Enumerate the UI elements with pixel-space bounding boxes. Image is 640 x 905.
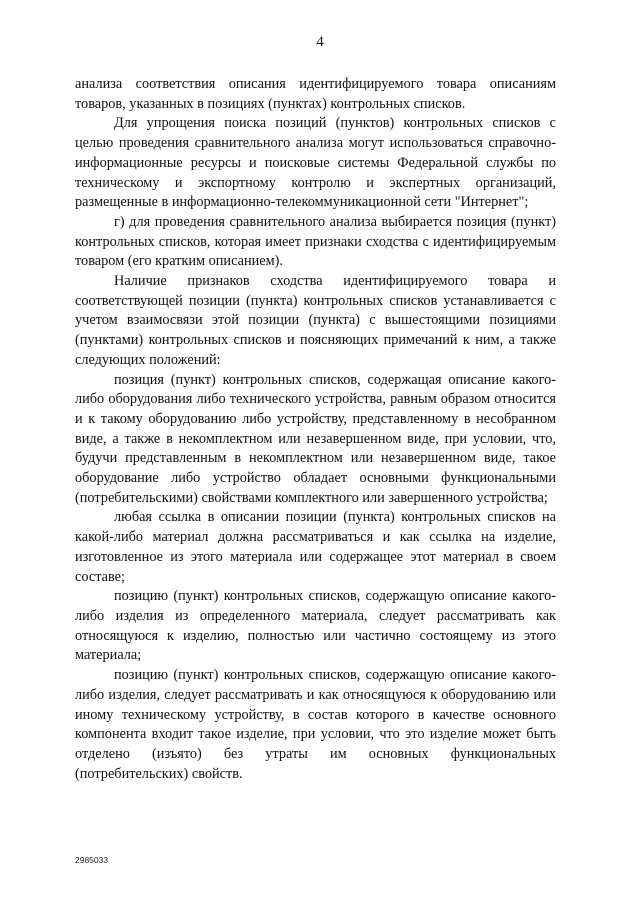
- paragraph-material-product: позицию (пункт) контрольных списков, содержащую описание какого-либо изделия из определенного материала, следует рассматривать как относящуюся к изделию, полностью или частично состоящему из этого материала;: [75, 588, 556, 664]
- paragraph-continuation: анализа соответствия описания идентифицируемого товара описаниям товаров, указанных в позициях (пунктах) контрольных списков.: [75, 76, 556, 112]
- paragraph-item-g: г) для проведения сравнительного анализа выбирается позиция (пункт) контрольных списков, которая имеет признаки сходства с идентифицируемым товаром (его кратким описанием).: [75, 213, 556, 270]
- paragraph-component-product: позицию (пункт) контрольных списков, содержащую описание какого-либо изделия, следует рассматривать и как относящуюся к оборудованию или иному техническому устройству, в состав которого в качестве основного компонента входит такое изделие, при условии, что это изделие может быть отделено (изъято) без утраты им основных функциональных (потребительских) свойств.: [75, 667, 556, 782]
- document-body: [75, 75, 556, 784]
- paragraph-search-resources: Для упрощения поиска позиций (пунктов) контрольных списков с целью проведения сравнительного анализа могут использоваться справочно-информационные ресурсы и поисковые системы Федеральной службы по техническому и экспортному контролю и экспертных организаций, размещенные в информационно-телекоммуникационной сети "Интернет";: [75, 115, 556, 211]
- paragraph-material-reference: любая ссылка в описании позиции (пункта) контрольных списков на какой-либо материал должна рассматриваться и как ссылка на изделие, изготовленное из этого материала или содержащее этот материал в своем составе;: [75, 509, 556, 585]
- document-code: 2985033: [75, 855, 109, 865]
- paragraph-equipment-provision: позиция (пункт) контрольных списков, содержащая описание какого-либо оборудования либо технического устройства, равным образом относится и к такому оборудованию либо устройству, представленному в несобранном виде, а также в некомплектном или незавершенном виде, при условии, что, будучи представленным в некомплектном или незавершенном виде, такое оборудование либо устройство обладает основными функциональными (потребительскими) свойствами комплектного или завершенного устройства;: [75, 371, 556, 506]
- paragraph-similarity-signs: Наличие признаков сходства идентифицируемого товара и соответствующей позиции (пункта) контрольных списков устанавливается с учетом взаимосвязи этой позиции (пункта) с вышестоящими позициями (пунктами) контрольных списков и поясняющих примечаний к ним, а также следующих положений:: [75, 273, 556, 368]
- page-number: 4: [316, 34, 324, 50]
